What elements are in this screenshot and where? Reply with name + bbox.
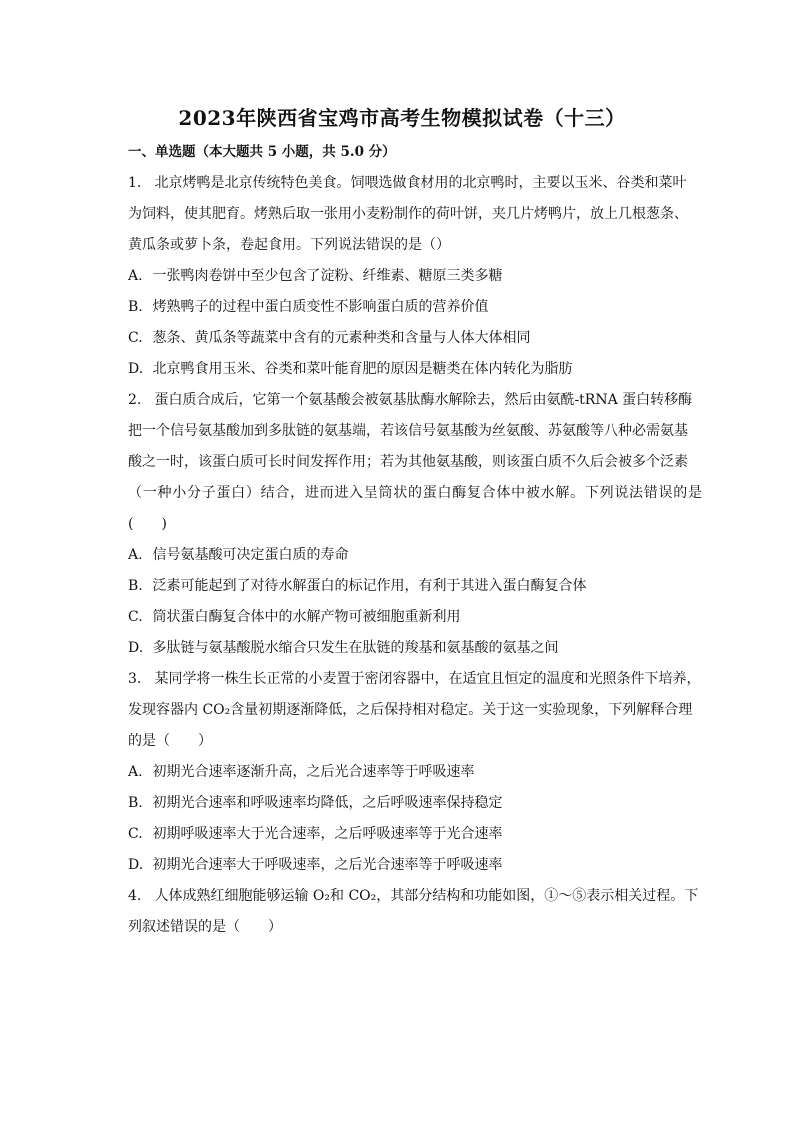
question-stem-line: 人体成熟红细胞能够运输 O₂和 CO₂，其部分结构和功能如图，①～⑤表示相关过程。下 [154,888,699,904]
option-a [128,757,702,788]
option-text: 葱条、黄瓜条等蔬菜中含有的元素种类和含量与人体大体相同 [152,330,531,346]
option-text: 初期呼吸速率大于光合速率，之后呼吸速率等于光合速率 [152,826,503,842]
question-stem-line: 某同学将一株生长正常的小麦置于密闭容器中，在适宜且恒定的温度和光照条件下培养， [154,671,701,687]
question-stem-line: 为饲料，使其肥育。烤熟后取一张用小麦粉制作的荷叶饼，夹几片烤鸭片，放上几根葱条、 [128,206,688,222]
option-letter: B. [128,578,143,594]
exam-title: 2023年陕西省宝鸡市高考生物模拟试卷（十三） [178,106,626,130]
option-letter: D. [128,361,144,377]
option-letter: D. [128,640,144,656]
question-stem-line: 北京烤鸭是北京传统特色美食。饲喂选做食材用的北京鸭时，主要以玉米、谷类和菜叶 [154,175,687,191]
question-stem-line: 黄瓜条或萝卜条，卷起食用。下列说法错误的是（） [128,237,450,253]
option-b [128,571,702,602]
option-letter: B. [128,795,143,811]
question-number: 2. [128,392,142,408]
option-b [128,788,702,819]
option-letter: C. [128,609,143,625]
question-stem-line: 酸之一时，该蛋白质可长时间发挥作用；若为其他氨基酸，则该蛋白质不久后会被多个泛素 [128,454,688,470]
question-number: 3. [128,671,142,687]
option-text: 泛素可能起到了对待水解蛋白的标记作用，有利于其进入蛋白酶复合体 [152,578,587,594]
question-4-stem [128,881,702,943]
question-3 [128,664,702,881]
option-letter: A. [128,547,143,563]
option-text: 信号氨基酸可决定蛋白质的寿命 [152,547,349,563]
option-text: 筒状蛋白酶复合体中的水解产物可被细胞重新利用 [152,609,461,625]
question-stem-line: 列叙述错误的是（ ） [128,919,282,935]
option-a [128,261,702,292]
question-stem-line: 的是（ ） [128,733,212,749]
question-1 [128,168,702,385]
option-c [128,323,702,354]
question-2 [128,385,702,664]
option-c [128,819,702,850]
option-d [128,354,702,385]
option-a [128,540,702,571]
question-4 [128,881,702,943]
question-stem-line: 发现容器内 CO₂含量初期逐渐降低，之后保持相对稳定。关于这一实验现象，下列解释合理 [128,702,693,718]
option-text: 一张鸭肉卷饼中至少包含了淀粉、纤维素、糖原三类多糖 [152,268,503,284]
question-stem-line: 把一个信号氨基酸加到多肽链的氨基端，若该信号氨基酸为丝氨酸、苏氨酸等八种必需氨基 [128,423,688,439]
question-1-stem [128,168,702,261]
option-letter: D. [128,857,144,873]
option-c [128,602,702,633]
option-text: 初期光合速率大于呼吸速率，之后光合速率等于呼吸速率 [152,857,503,873]
option-d [128,850,702,881]
option-letter: A. [128,764,143,780]
option-letter: A. [128,268,143,284]
option-d [128,633,702,664]
question-stem-line: 蛋白质合成后，它第一个氨基酸会被氨基肽酶水解除去，然后由氨酰-tRNA 蛋白转移酶 [154,392,693,408]
option-text: 北京鸭食用玉米、谷类和菜叶能育肥的原因是糖类在体内转化为脂肪 [152,361,573,377]
question-3-stem [128,664,702,757]
question-number: 4. [128,888,142,904]
option-letter: C. [128,826,143,842]
question-2-stem [128,385,702,540]
question-number: 1. [128,175,142,191]
option-text: 初期光合速率和呼吸速率均降低，之后呼吸速率保持稳定 [152,795,503,811]
option-text: 多肽链与氨基酸脱水缩合只发生在肽链的羧基和氨基酸的氨基之间 [152,640,559,656]
option-text: 初期光合速率逐渐升高，之后光合速率等于呼吸速率 [152,764,475,780]
option-letter: B. [128,299,143,315]
option-text: 烤熟鸭子的过程中蛋白质变性不影响蛋白质的营养价值 [152,299,489,315]
question-stem-line: （一种小分子蛋白）结合，进而进入呈筒状的蛋白酶复合体中被水解。下列说法错误的是( ) [128,485,702,532]
section-heading: 一、单选题（本大题共 5 小题，共 5.0 分） [128,144,396,160]
option-b [128,292,702,323]
option-letter: C. [128,330,143,346]
